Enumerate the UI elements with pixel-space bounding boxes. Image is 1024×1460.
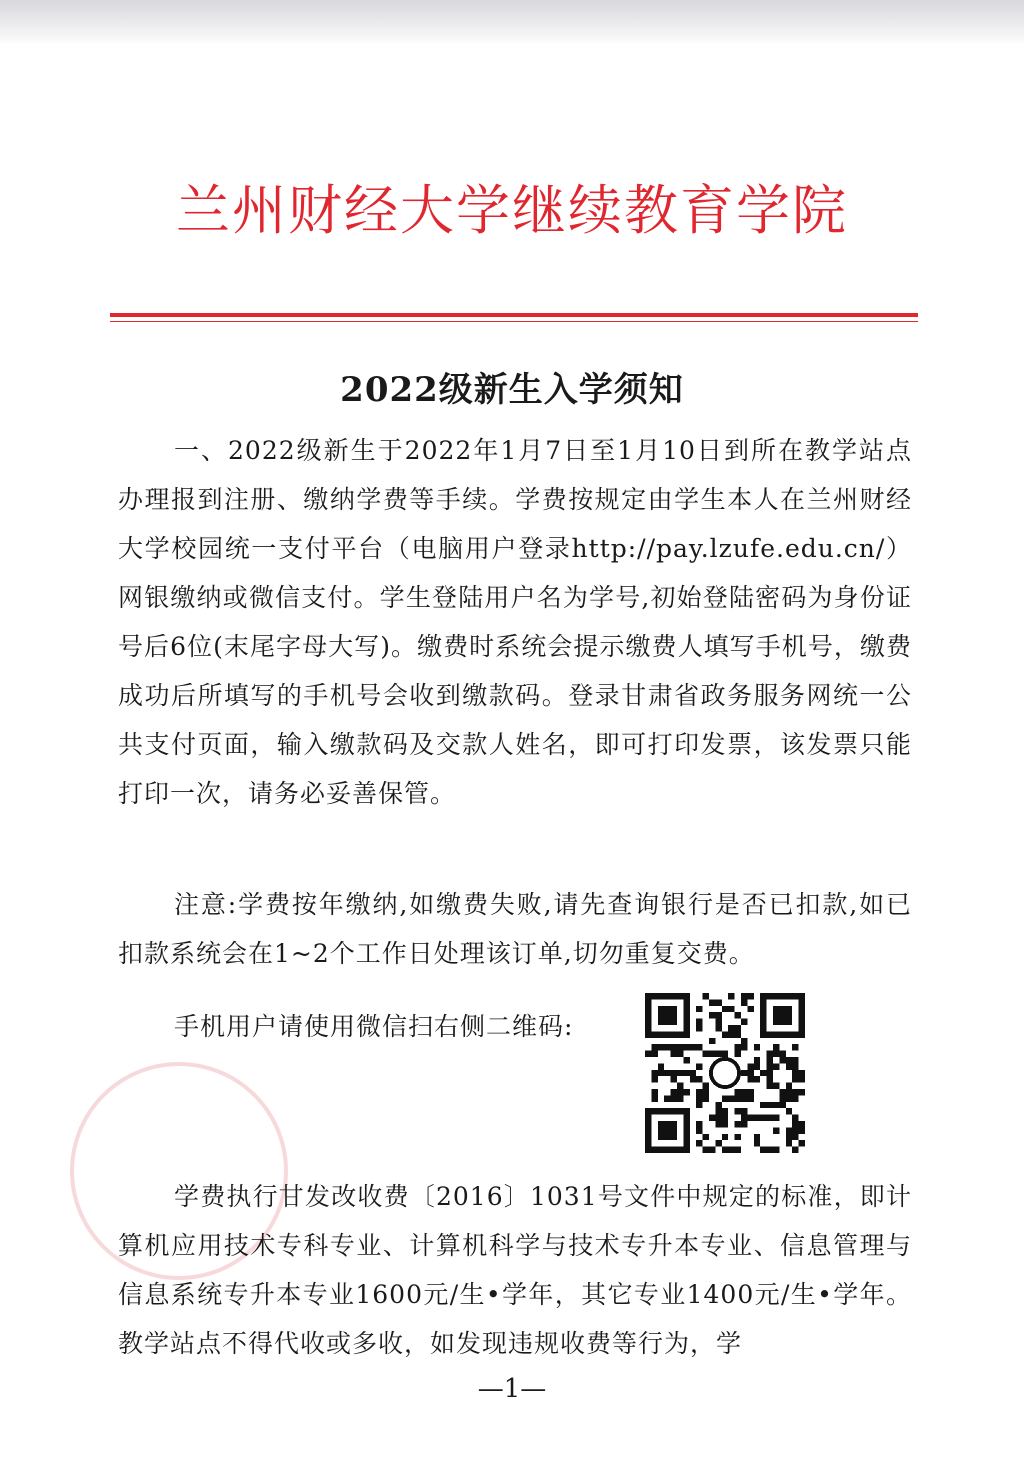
- qr-code-icon[interactable]: [642, 993, 808, 1153]
- paragraph-mobile-users: 手机用户请使用微信扫右侧二维码:: [174, 1012, 574, 1041]
- letterhead-org-name: 兰州财经大学继续教育学院: [176, 179, 848, 242]
- letterhead-rule-thin: [110, 321, 918, 322]
- paragraph-note: 注意:学费按年缴纳,如缴费失败,请先查询银行是否已扣款,如已扣款系统会在1~2个工作日处理该订单,切勿重复交费。: [118, 890, 912, 968]
- paragraph-registration: 一、2022级新生于2022年1月7日至1月10日到所在教学站点办理报到注册、缴纳学费等手续。学费按规定由学生本人在兰州财经大学校园统一支付平台（电脑用户登录http://pay.lzufe.edu.cn/）网银缴纳或微信支付。学生登陆用户名为学号,初始登陆密码为身份证号后6位(末尾字母大写)。缴费时系统会提示缴费人填写手机号，缴费成功后所填写的手机号会收到缴款码。登录甘肃省政务服务网统一公共支付页面，输入缴款码及交款人姓名，即可打印发票，该发票只能打印一次，请务必妥善保管。: [118, 436, 912, 808]
- document-title: 2022级新生入学须知: [340, 370, 684, 410]
- page-number: —1—: [477, 1374, 547, 1404]
- letterhead-rule-thick: [110, 313, 918, 317]
- paragraph-fee-standard: 学费执行甘发改收费〔2016〕1031号文件中规定的标准，即计算机应用技术专科专业、计算机科学与技术专升本专业、信息管理与信息系统专升本专业1600元/生•学年，其它专业1400元/生•学年。教学站点不得代收或多收，如发现违规收费等行为，学: [118, 1182, 912, 1358]
- scan-edge: [0, 0, 1024, 46]
